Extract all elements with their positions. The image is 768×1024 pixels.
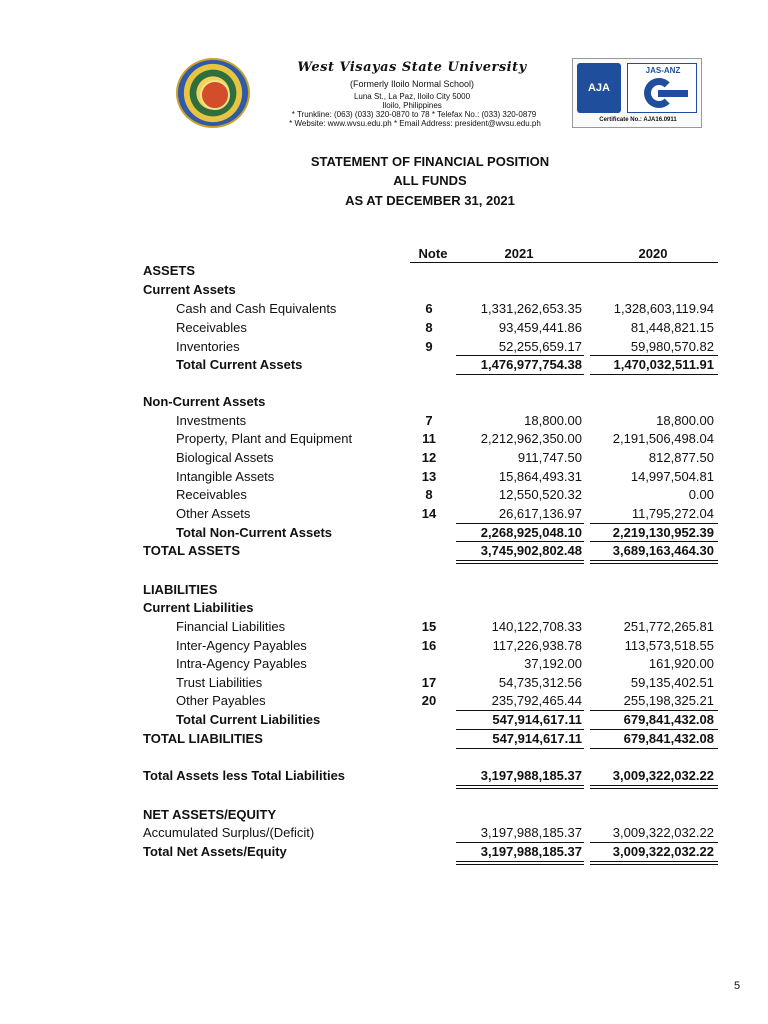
row-value-2021: 3,197,988,185.37 (480, 844, 582, 859)
row-label: Inventories (176, 339, 240, 354)
row-value-2021: 2,268,925,048.10 (480, 525, 582, 540)
table-row (0, 412, 768, 430)
row-label: Other Assets (176, 506, 251, 521)
row-value-2021: 140,122,708.33 (491, 619, 582, 634)
statement-date: AS AT DECEMBER 31, 2021 (345, 193, 515, 208)
row-label: Total Non-Current Assets (176, 525, 333, 540)
row-label: Current Assets (143, 282, 236, 297)
table-row (0, 637, 768, 655)
letterhead (172, 56, 712, 132)
row-label: NET ASSETS/EQUITY (143, 807, 277, 822)
table-row (0, 262, 768, 280)
table-row (0, 806, 768, 824)
table-row (0, 599, 768, 617)
double-rule (590, 861, 718, 862)
table-row (0, 338, 768, 356)
row-label: Receivables (176, 320, 247, 335)
row-value-2020: 679,841,432.08 (623, 731, 714, 746)
total-rule (590, 374, 718, 375)
certification-badge (572, 58, 702, 128)
address-line-2: Iloilo, Philippines (382, 101, 442, 110)
table-row (0, 711, 768, 729)
jas-anz-logo-icon (627, 63, 697, 113)
double-rule (456, 864, 584, 865)
double-rule (590, 560, 718, 561)
row-note: 16 (421, 638, 437, 653)
row-note: 13 (421, 469, 437, 484)
row-note: 6 (425, 301, 433, 316)
row-label: Current Liabilities (143, 600, 254, 615)
row-value-2021: 54,735,312.56 (498, 675, 582, 690)
row-value-2020: 59,980,570.82 (630, 339, 714, 354)
row-note: 7 (425, 413, 433, 428)
row-value-2021: 235,792,465.44 (491, 693, 582, 708)
row-label: Intangible Assets (176, 469, 275, 484)
row-value-2021: 26,617,136.97 (498, 506, 582, 521)
aja-logo-icon: AJA (577, 63, 621, 113)
row-label: Total Current Assets (176, 357, 303, 372)
double-rule (590, 788, 718, 789)
table-row (0, 542, 768, 560)
row-value-2021: 3,745,902,802.48 (480, 543, 582, 558)
total-rule (590, 748, 718, 749)
row-label: Total Assets less Total Liabilities (143, 768, 346, 783)
row-value-2020: 3,689,163,464.30 (612, 543, 714, 558)
row-label: Intra-Agency Payables (176, 656, 307, 671)
row-value-2020: 113,573,518.55 (624, 638, 714, 653)
row-label: Inter-Agency Payables (176, 638, 307, 653)
row-value-2021: 547,914,617.11 (492, 712, 582, 727)
row-label: Accumulated Surplus/(Deficit) (143, 825, 315, 840)
row-label: Investments (176, 413, 247, 428)
double-rule (590, 785, 718, 786)
row-label: Financial Liabilities (176, 619, 286, 634)
telephone-line: * Trunkline: (063) (033) 320-0870 to 78 * Telefax No.: (033) 320-0879 (291, 110, 537, 119)
table-row (0, 618, 768, 636)
row-value-2020: 59,135,402.51 (630, 675, 714, 690)
row-label: ASSETS (143, 263, 196, 278)
row-value-2021: 547,914,617.11 (492, 731, 582, 746)
former-name: (Formerly Iloilo Normal School) (349, 79, 475, 89)
double-rule (456, 563, 584, 564)
row-value-2020: 2,219,130,952.39 (612, 525, 714, 540)
certificate-number: Certificate No.: AJA16.0911 (599, 117, 677, 123)
row-value-2021: 2,212,962,350.00 (480, 431, 582, 446)
row-note: 8 (425, 320, 433, 335)
row-note: 20 (421, 693, 437, 708)
university-name: West Visayas State University (297, 60, 527, 75)
row-note: 8 (425, 487, 433, 502)
double-rule (590, 563, 718, 564)
double-rule (590, 864, 718, 865)
table-row (0, 767, 768, 785)
row-value-2021: 52,255,659.17 (498, 339, 582, 354)
table-row (0, 468, 768, 486)
table-row (0, 581, 768, 599)
row-value-2020: 11,795,272.04 (631, 506, 714, 521)
row-label: Other Payables (176, 693, 266, 708)
table-row (0, 674, 768, 692)
statement-title: STATEMENT OF FINANCIAL POSITION (310, 154, 550, 169)
row-value-2020: 0.00 (688, 487, 714, 502)
row-label: TOTAL ASSETS (143, 543, 241, 558)
university-seal-icon (176, 58, 250, 128)
row-note: 9 (425, 339, 433, 354)
row-label: Total Current Liabilities (176, 712, 321, 727)
row-value-2020: 18,800.00 (656, 413, 714, 428)
table-row (0, 843, 768, 861)
table-row (0, 430, 768, 448)
row-label: Trust Liabilities (176, 675, 263, 690)
row-value-2020: 255,198,325.21 (623, 693, 714, 708)
row-note: 11 (422, 431, 436, 446)
table-row (0, 449, 768, 467)
table-row (0, 524, 768, 542)
column-header-2021: 2021 (504, 246, 534, 261)
row-note: 14 (421, 506, 437, 521)
page-number: 5 (734, 980, 741, 992)
row-value-2020: 161,920.00 (648, 656, 714, 671)
row-value-2021: 3,197,988,185.37 (480, 768, 582, 783)
row-value-2021: 911,747.50 (517, 450, 582, 465)
row-value-2020: 2,191,506,498.04 (612, 431, 714, 446)
table-row (0, 486, 768, 504)
row-value-2021: 3,197,988,185.37 (480, 825, 582, 840)
row-label: Total Net Assets/Equity (143, 844, 287, 859)
table-row (0, 319, 768, 337)
table-row (0, 300, 768, 318)
row-value-2020: 3,009,322,032.22 (612, 768, 714, 783)
table-row (0, 505, 768, 523)
row-value-2020: 1,470,032,511.91 (613, 357, 714, 372)
row-value-2020: 81,448,821.15 (630, 320, 714, 335)
seal-emblem-icon (200, 80, 230, 110)
row-value-2020: 679,841,432.08 (623, 712, 714, 727)
row-label: Biological Assets (176, 450, 274, 465)
table-row (0, 692, 768, 710)
table-row (0, 393, 768, 411)
row-note: 17 (421, 675, 437, 690)
jas-anz-label: JAS-ANZ (645, 66, 681, 75)
row-value-2020: 3,009,322,032.22 (612, 844, 714, 859)
website-email-line: * Website: www.wvsu.edu.ph * Email Address: president@wvsu.edu.ph (289, 119, 541, 128)
row-value-2021: 15,864,493.31 (498, 469, 582, 484)
row-value-2020: 812,877.50 (648, 450, 714, 465)
double-rule (456, 861, 584, 862)
row-label: Cash and Cash Equivalents (176, 301, 337, 316)
row-note: 12 (421, 450, 437, 465)
address-line-1: Luna St., La Paz, Iloilo City 5000 (353, 92, 471, 101)
row-value-2021: 93,459,441.86 (498, 320, 582, 335)
row-value-2020: 3,009,322,032.22 (612, 825, 714, 840)
column-header-note: Note (418, 246, 448, 261)
double-rule (456, 788, 584, 789)
row-label: LIABILITIES (143, 582, 218, 597)
row-value-2020: 14,997,504.81 (630, 469, 714, 484)
column-header-2020: 2020 (638, 246, 668, 261)
table-row (0, 655, 768, 673)
row-value-2021: 117,226,938.78 (492, 638, 582, 653)
row-value-2021: 12,550,520.32 (498, 487, 582, 502)
row-value-2021: 18,800.00 (524, 413, 582, 428)
row-value-2021: 1,331,262,653.35 (480, 301, 582, 316)
table-row (0, 824, 768, 842)
row-label: TOTAL LIABILITIES (143, 731, 263, 746)
row-value-2021: 37,192.00 (524, 656, 582, 671)
row-label: Receivables (176, 487, 247, 502)
jas-anz-bar-icon (658, 90, 688, 97)
row-note: 15 (421, 619, 437, 634)
row-value-2021: 1,476,977,754.38 (480, 357, 582, 372)
row-value-2020: 251,772,265.81 (623, 619, 714, 634)
double-rule (456, 785, 584, 786)
table-row (0, 356, 768, 374)
row-label: Property, Plant and Equipment (176, 431, 353, 446)
table-row (0, 281, 768, 299)
row-value-2020: 1,328,603,119.94 (613, 301, 714, 316)
double-rule (456, 560, 584, 561)
row-label: Non-Current Assets (143, 394, 266, 409)
table-row (0, 730, 768, 748)
total-rule (456, 748, 584, 749)
total-rule (456, 374, 584, 375)
statement-funds: ALL FUNDS (393, 173, 467, 188)
